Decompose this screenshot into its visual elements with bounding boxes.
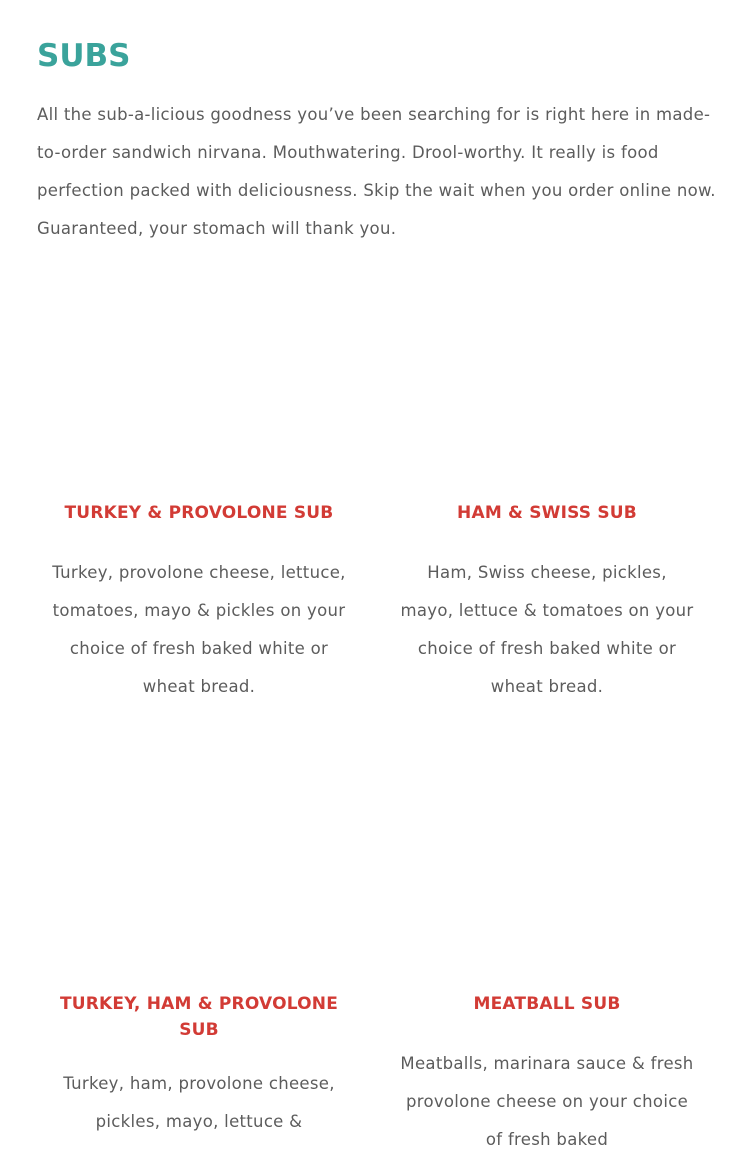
menu-item-description: Turkey, provolone cheese, lettuce, tomatoes, mayo & pickles on your choice of fresh baked white or wheat bread.: [52, 563, 346, 696]
sub-image-placeholder[interactable]: [432, 285, 662, 475]
sub-image-placeholder[interactable]: [84, 285, 314, 475]
sub-image-placeholder[interactable]: [84, 778, 314, 968]
menu-item-description: Turkey, ham, provolone cheese, pickles, mayo, lettuce &: [63, 1074, 335, 1131]
menu-item-name[interactable]: TURKEY & PROVOLONE SUB: [64, 503, 334, 523]
sub-image-placeholder[interactable]: [432, 778, 662, 968]
menu-item-card[interactable]: [40, 500, 358, 706]
menu-item-name[interactable]: HAM & SWISS SUB: [457, 503, 637, 523]
section-intro: All the sub-a-licious goodness you’ve been searching for is right here in made-to-order sandwich nirvana. Mouthwatering. Drool-worthy. It really is food perfection packed with deliciousness. Skip the wait when you order online now. Guaranteed, your stomach will thank you.: [37, 105, 716, 238]
menu-item-card[interactable]: [40, 991, 358, 1141]
menu-item-description: Meatballs, marinara sauce & fresh provolone cheese on your choice of fresh baked: [400, 1054, 694, 1149]
menu-item-name[interactable]: TURKEY, HAM & PROVOLONE SUB: [59, 994, 339, 1040]
section-title: SUBS: [37, 38, 131, 74]
menu-item-card[interactable]: [390, 991, 704, 1159]
menu-item-name[interactable]: MEATBALL SUB: [473, 994, 621, 1014]
menu-item-card[interactable]: [390, 500, 704, 706]
menu-item-description: Ham, Swiss cheese, pickles, mayo, lettuce & tomatoes on your choice of fresh baked white or wheat bread.: [400, 563, 694, 696]
